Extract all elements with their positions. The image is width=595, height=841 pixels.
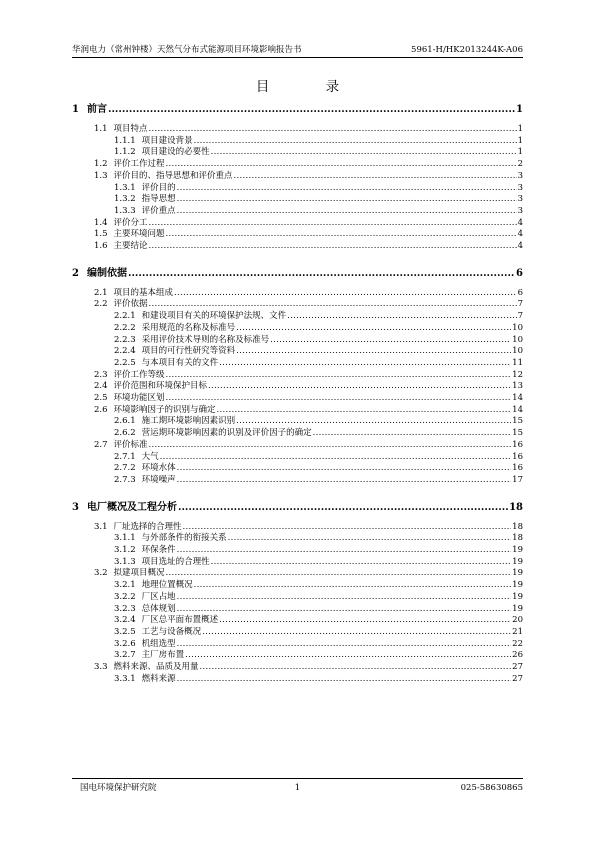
toc-dot-leader (200, 662, 512, 673)
toc-entry-label: 采用规范的名称及标准号 (141, 322, 236, 333)
toc-dot-leader (160, 452, 512, 463)
toc-entry-number: 1.2 (94, 159, 108, 170)
toc-dot-leader (313, 428, 512, 439)
toc-entry-page: 19 (512, 545, 523, 555)
toc-entry-2-2-1[interactable] (114, 311, 523, 322)
toc-entry-label: 项目特点 (113, 124, 148, 134)
toc-entry-number: 3.2.2 (114, 591, 136, 602)
toc-dot-leader (149, 299, 517, 310)
toc-entry-3-1-3[interactable] (114, 557, 523, 568)
toc-entry-label: 和建设项目有关的环境保护法规、文件 (141, 311, 287, 322)
toc-entry-label: 燃料来源 (141, 673, 176, 684)
toc-entry-label: 评价目的、指导思想和评价重点 (113, 170, 233, 181)
toc-entry-number: 3.2.1 (114, 580, 136, 591)
toc-entry-2-7-3[interactable] (114, 475, 523, 486)
toc-entry-page: 4 (517, 217, 523, 228)
toc-entry-2-6-2[interactable] (114, 428, 523, 439)
toc-entry-page: 3 (517, 182, 523, 193)
toc-entry-page: 19 (512, 556, 523, 567)
footer-phone: 025-58630865 (460, 783, 523, 793)
toc-entry-page: 10 (512, 322, 523, 333)
toc-entry-number: 2.6 (94, 404, 108, 415)
toc-entry-number: 1.1.2 (114, 147, 136, 158)
toc-entry-page: 16 (512, 439, 523, 450)
toc-entry-label: 厂区占地 (141, 591, 176, 602)
toc-entry-page: 15 (512, 428, 523, 439)
toc-entry-page: 10 (512, 346, 523, 357)
toc-entry-number: 3.1.2 (114, 545, 136, 555)
toc-dot-leader (194, 580, 512, 591)
toc-entry-page: 11 (512, 357, 523, 368)
toc-dot-leader (202, 627, 511, 638)
toc-entry-3-2[interactable] (94, 568, 523, 579)
toc-entry-label: 总体规划 (141, 603, 176, 614)
toc-entry-2-2-3[interactable] (114, 335, 523, 346)
toc-entry-3-1-2[interactable] (114, 545, 523, 556)
toc-dot-leader (177, 674, 512, 685)
toc-entry-number: 2.2 (94, 299, 108, 310)
toc-entry-page: 18 (509, 501, 523, 513)
toc-entry-label: 机组选型 (141, 638, 176, 649)
toc-dot-leader (211, 147, 517, 158)
toc-entry-number: 1.4 (94, 217, 108, 228)
toc-entry-number: 2.7.2 (114, 463, 136, 474)
toc-dot-leader (166, 568, 512, 579)
toc-entry-label: 拟建项目概况 (113, 568, 165, 579)
toc-entry-1-1-2[interactable] (114, 147, 523, 158)
toc-entry-number: 2.2.2 (114, 322, 136, 333)
toc-entry-label: 评价重点 (141, 205, 176, 216)
toc-entry-page: 6 (516, 267, 523, 279)
toc-entry-3-3[interactable] (94, 662, 523, 673)
toc-entry-label: 主要环境问题 (113, 229, 165, 240)
toc-entry-number: 2 (72, 267, 79, 279)
toc-dot-leader (177, 183, 517, 194)
footer-institute: 国电环境保护研究院 (80, 783, 157, 793)
toc-entry-number: 2.2.4 (114, 346, 136, 357)
toc-entry-label: 编制依据 (86, 267, 127, 279)
toc-entry-number: 1.5 (94, 229, 108, 240)
toc-dot-leader (149, 440, 512, 451)
toc-entry-page: 20 (512, 615, 523, 626)
toc-entry-label: 主厂房布置 (141, 650, 185, 661)
toc-dot-leader (208, 381, 511, 392)
toc-entry-label: 评价工作等级 (113, 369, 165, 380)
toc-entry-label: 项目选址的合理性 (141, 556, 210, 567)
toc-entry-label: 指导思想 (141, 194, 176, 205)
toc-entry-1-3-3[interactable] (114, 206, 523, 217)
toc-entry-label: 电厂概况及工程分析 (86, 501, 177, 513)
toc-entry-label: 与外部条件的衔接关系 (141, 533, 227, 544)
toc-entry-page: 13 (512, 381, 523, 392)
toc-entry-page: 7 (517, 299, 523, 310)
toc-dot-leader (228, 533, 512, 544)
toc-entry-number: 3.2.7 (114, 650, 136, 661)
toc-entry-label: 地理位置概况 (141, 580, 193, 591)
toc-dot-leader (177, 592, 512, 603)
toc-dot-leader (287, 311, 516, 322)
toc-dot-leader (236, 416, 511, 427)
toc-entry-label: 环保条件 (141, 545, 176, 555)
toc-entry-label: 与本项目有关的文件 (141, 357, 219, 368)
toc-entry-number: 3.2.3 (114, 603, 136, 614)
toc-entry-2-5[interactable] (94, 393, 523, 404)
toc-entry-2-2-2[interactable] (114, 323, 523, 334)
toc-entry-label: 施工期环境影响因素识别 (141, 416, 236, 427)
toc-entry-2-2-5[interactable] (114, 358, 523, 369)
toc-entry-3-2-4[interactable] (114, 615, 523, 626)
toc-dot-leader (166, 229, 517, 240)
toc-dot-leader (166, 393, 512, 404)
toc-entry-number: 1.3.1 (114, 182, 136, 193)
toc-entry-2-2[interactable] (94, 299, 523, 310)
toc-entry-3-2-5[interactable] (114, 627, 523, 638)
toc-entry-page: 26 (512, 650, 523, 661)
header-report-title: 华润电力（常州钟楼）天然气分布式能源项目环境影响报告书 (72, 45, 302, 55)
toc-entry-number: 2.6.1 (114, 416, 136, 427)
toc-dot-leader (194, 136, 517, 147)
header-rule (72, 57, 523, 58)
toc-entry-number: 3.3.1 (114, 673, 136, 684)
toc-entry-page: 6 (517, 287, 523, 298)
toc-entry-number: 2.6.2 (114, 428, 136, 439)
toc-dot-leader (270, 335, 511, 346)
toc-entry-page: 22 (512, 638, 523, 649)
toc-entry-label: 采用评价技术导则的名称及标准号 (141, 334, 270, 345)
toc-entry-label: 评价范围和环境保护目标 (113, 381, 208, 392)
toc-entry-page: 15 (512, 416, 523, 427)
toc-entry-3-1-1[interactable] (114, 533, 523, 544)
toc-entry-3-2-2[interactable] (114, 592, 523, 603)
toc-entry-page: 21 (512, 626, 523, 637)
toc-entry-label: 评价标准 (113, 439, 148, 450)
toc-entry-page: 14 (512, 404, 523, 415)
toc-entry-3-3-1[interactable] (114, 674, 523, 685)
toc-entry-label: 主要结论 (113, 241, 148, 251)
toc-entry-1-1[interactable] (94, 124, 523, 135)
toc-entry-1-3[interactable] (94, 171, 523, 182)
toc-dot-leader (211, 557, 512, 568)
toc-entry-page: 10 (512, 334, 523, 345)
toc-dot-leader (108, 103, 515, 116)
toc-entry-2-4[interactable] (94, 381, 523, 392)
toc-dot-leader (177, 194, 517, 205)
toc-entry-label: 厂区总平面布置概述 (141, 615, 219, 626)
toc-entry-3-2-1[interactable] (114, 580, 523, 591)
toc-entry-2-1[interactable] (94, 288, 523, 299)
toc-entry-label: 评价依据 (113, 299, 148, 310)
toc-dot-leader (149, 218, 517, 229)
toc-entry-page: 19 (512, 568, 523, 579)
toc-dot-leader (177, 604, 512, 615)
toc-entry-number: 1.3.2 (114, 194, 136, 205)
toc-entry-number: 1.6 (94, 241, 108, 251)
toc-entry-label: 工艺与设备概况 (141, 626, 202, 637)
toc-entry-number: 1.3.3 (114, 205, 136, 216)
toc-entry-label: 评价工作过程 (113, 159, 165, 170)
toc-entry-number: 1.3 (94, 170, 108, 181)
toc-entry-2-6[interactable] (94, 405, 523, 416)
toc-entry-page: 1 (517, 147, 523, 158)
toc-entry-number: 1 (72, 104, 79, 115)
toc-dot-leader (128, 267, 515, 280)
toc-entry-number: 3 (72, 501, 79, 513)
toc-entry-number: 1.1 (94, 124, 108, 134)
toc-entry-page: 16 (512, 451, 523, 462)
toc-entry-label: 项目的可行性研究等资料 (141, 346, 236, 357)
toc-entry-3-1[interactable] (94, 522, 523, 533)
toc-dot-leader (174, 288, 517, 299)
toc-entry-number: 3.1.1 (114, 533, 136, 544)
toc-entry-page: 19 (512, 580, 523, 591)
toc-entry-number: 2.5 (94, 393, 108, 403)
toc-entry-number: 2.1 (94, 287, 108, 298)
toc-entry-3-2-7[interactable] (114, 650, 523, 661)
toc-entry-label: 项目的基本组成 (113, 287, 174, 298)
toc-entry-2-3[interactable] (94, 370, 523, 381)
toc-dot-leader (177, 463, 512, 474)
toc-entry-page: 1 (516, 104, 523, 115)
toc-entry-page: 7 (517, 311, 523, 322)
toc-entry-2-7-1[interactable] (114, 452, 523, 463)
toc-entry-2[interactable] (72, 267, 523, 280)
toc-entry-number: 3.2 (94, 568, 108, 579)
toc-entry-3-2-6[interactable] (114, 639, 523, 650)
footer-rule (72, 778, 523, 779)
toc-entry-label: 项目建设的必要性 (141, 147, 210, 158)
toc-entry-page: 4 (517, 229, 523, 240)
toc-entry-number: 2.2.3 (114, 334, 136, 345)
toc-entry-page: 1 (517, 135, 523, 146)
toc-entry-number: 2.3 (94, 369, 108, 380)
toc-entry-number: 3.1 (94, 521, 108, 532)
toc-entry-2-7[interactable] (94, 440, 523, 451)
toc-entry-page: 3 (517, 205, 523, 216)
toc-entry-1[interactable] (72, 103, 523, 116)
toc-entry-page: 19 (512, 603, 523, 614)
toc-entry-number: 2.2.5 (114, 357, 136, 368)
toc-entry-number: 2.2.1 (114, 311, 136, 322)
toc-entry-page: 1 (517, 124, 523, 134)
toc-dot-leader (149, 124, 517, 135)
toc-entry-number: 1.1.1 (114, 135, 136, 146)
toc-entry-label: 评价目的 (141, 182, 176, 193)
toc-dot-leader (166, 159, 517, 170)
toc-dot-leader (219, 615, 511, 626)
toc-entry-1-5[interactable] (94, 229, 523, 240)
toc-dot-leader (177, 475, 512, 486)
toc-title: 目 录 (255, 79, 366, 95)
toc-entry-page: 18 (512, 521, 523, 532)
toc-entry-page: 27 (512, 662, 523, 672)
toc-entry-label: 环境功能区划 (113, 393, 165, 403)
toc-entry-number: 2.7 (94, 439, 108, 450)
toc-entry-page: 12 (512, 369, 523, 380)
toc-dot-leader (177, 206, 517, 217)
toc-entry-page: 19 (512, 591, 523, 602)
toc-entry-page: 3 (517, 194, 523, 205)
toc-entry-page: 27 (512, 673, 523, 684)
toc-entry-1-3-1[interactable] (114, 183, 523, 194)
toc-entry-1-2[interactable] (94, 159, 523, 170)
toc-entry-page: 16 (512, 463, 523, 474)
toc-dot-leader (236, 346, 511, 357)
toc-entry-number: 2.7.1 (114, 451, 136, 462)
toc-entry-page: 18 (512, 533, 523, 544)
toc-entry-label: 大气 (141, 451, 159, 462)
running-footer (72, 782, 523, 796)
toc-entry-page: 17 (512, 474, 523, 485)
toc-entry-page: 3 (517, 170, 523, 181)
toc-entry-number: 2.7.3 (114, 474, 136, 485)
toc-dot-leader (217, 405, 512, 416)
toc-entry-label: 环境影响因子的识别与确定 (113, 404, 216, 415)
toc-entry-number: 3.3 (94, 662, 108, 672)
running-header (72, 40, 523, 56)
toc-dot-leader (149, 241, 517, 252)
header-document-code: 5961-H/HK2013244K-A06 (411, 45, 523, 55)
toc-dot-leader (177, 545, 512, 556)
toc-entry-2-2-4[interactable] (114, 346, 523, 357)
toc-entry-number: 2.4 (94, 381, 108, 392)
toc-entry-1-6[interactable] (94, 241, 523, 252)
toc-dot-leader (236, 323, 511, 334)
toc-entry-1-3-2[interactable] (114, 194, 523, 205)
toc-dot-leader (178, 501, 508, 514)
toc-entry-number: 3.2.5 (114, 626, 136, 637)
toc-entry-label: 项目建设背景 (141, 135, 193, 146)
toc-entry-number: 3.1.3 (114, 556, 136, 567)
toc-entry-page: 14 (512, 393, 523, 403)
toc-dot-leader (234, 171, 517, 182)
toc-entry-label: 环境噪声 (141, 474, 176, 485)
toc-entry-label: 评价分工 (113, 217, 148, 228)
toc-entry-label: 厂址选择的合理性 (113, 521, 182, 532)
toc-dot-leader (177, 639, 512, 650)
toc-entry-2-7-2[interactable] (114, 463, 523, 474)
toc-entry-3-2-3[interactable] (114, 604, 523, 615)
toc-dot-leader (219, 358, 511, 369)
toc-dot-leader (185, 650, 511, 661)
footer-page-number: 1 (294, 783, 301, 793)
toc-entry-label: 营运期环境影响因素的识别及评价因子的确定 (141, 428, 312, 439)
toc-entry-label: 燃料来源、品质及用量 (113, 662, 199, 672)
toc-entry-1-4[interactable] (94, 218, 523, 229)
toc-entry-page: 2 (517, 159, 523, 170)
toc-entry-page: 4 (517, 241, 523, 251)
toc-dot-leader (183, 522, 512, 533)
toc-entry-1-1-1[interactable] (114, 136, 523, 147)
toc-entry-number: 3.2.4 (114, 615, 136, 626)
toc-entry-3[interactable] (72, 501, 523, 514)
toc-dot-leader (166, 370, 512, 381)
toc-entry-label: 环境水体 (141, 463, 176, 474)
toc-entry-number: 3.2.6 (114, 638, 136, 649)
toc-entry-2-6-1[interactable] (114, 416, 523, 427)
toc-entry-label: 前言 (86, 104, 107, 115)
